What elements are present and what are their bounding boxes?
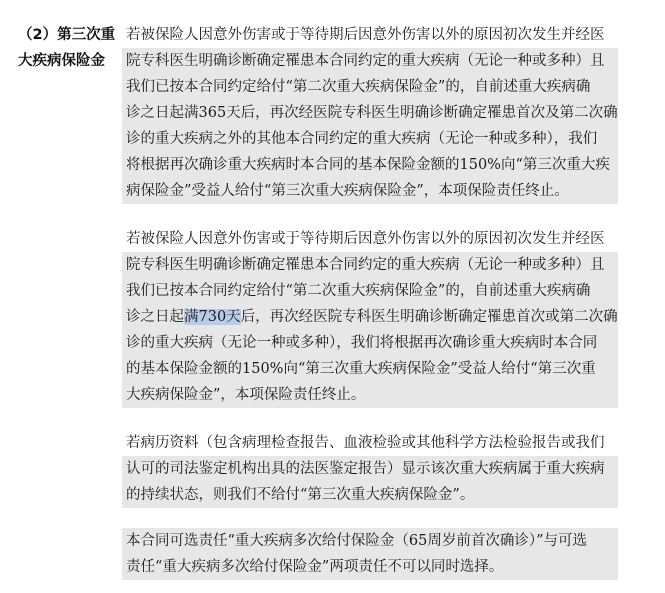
paragraph-continuous-state [122,430,618,508]
paragraph-line: 将根据再次确诊重大疾病时本合同的基本保险金额的150%向“第三次重大疾 [122,152,618,178]
paragraph-line: 的基本保险金额的150%向“第三次重大疾病保险金”受益人给付“第三次重 [122,356,618,382]
paragraph-line: 若被保险人因意外伤害或于等待期后因意外伤害以外的原因初次发生并经医 [126,27,605,43]
text-before-selection: 诊之日起 [126,309,184,325]
paragraph-line: 若病历资料（包含病理检查报告、血液检验或其他科学方法检验报告或我们 [126,435,605,451]
section-heading [18,22,122,74]
paragraph-optional-liability [122,528,618,580]
paragraph-line: 病保险金”受益人给付“第三次重大疾病保险金”，本项保险责任终止。 [122,178,618,204]
paragraph-line: 大疾病保险金”，本项保险责任终止。 [122,382,618,408]
section-heading-line-1: （2）第三次重 [18,27,116,43]
section-heading-line-2: 大疾病保险金 [18,53,105,69]
paragraph-line: 诊之日起满365天后，再次经医院专科医生明确诊断确定罹患首次及第二次确 [122,100,618,126]
paragraph-line: 诊的重大疾病之外的其他本合同约定的重大疾病（无论一种或多种），我们 [122,126,618,152]
paragraph-line: 的持续状态，则我们不给付“第三次重大疾病保险金”。 [122,482,618,508]
paragraph-line: 我们已按本合同约定给付“第二次重大疾病保险金”的，自前述重大疾病确 [122,74,618,100]
selected-text[interactable]: 满730天 [184,309,241,325]
paragraph-line-with-selection[interactable] [122,304,618,330]
paragraph-line: 院专科医生明确诊断确定罹患本合同约定的重大疾病（无论一种或多种）且 [122,48,618,74]
paragraph-line: 若被保险人因意外伤害或于等待期后因意外伤害以外的原因初次发生并经医 [126,231,605,247]
paragraph-line: 诊的重大疾病（无论一种或多种），我们将根据再次确诊重大疾病时本合同 [122,330,618,356]
text-after-selection: 后，再次经医院专科医生明确诊断确定罹患首次或第二次确 [240,309,618,325]
paragraph-line: 认可的司法鉴定机构出具的法医鉴定报告）显示该次重大疾病属于重大疾病 [122,456,618,482]
paragraph-line: 本合同可选责任“重大疾病多次给付保险金（65周岁前首次确诊）”与可选 [122,528,618,554]
paragraph-first-diagnosis-365 [122,22,618,204]
paragraph-line: 责任“重大疾病多次给付保险金”两项责任不可以同时选择。 [122,554,618,580]
paragraph-line: 我们已按本合同约定给付“第二次重大疾病保险金”的，自前述重大疾病确 [122,278,618,304]
paragraph-line: 院专科医生明确诊断确定罹患本合同约定的重大疾病（无论一种或多种）且 [122,252,618,278]
paragraph-first-diagnosis-730 [122,226,618,408]
